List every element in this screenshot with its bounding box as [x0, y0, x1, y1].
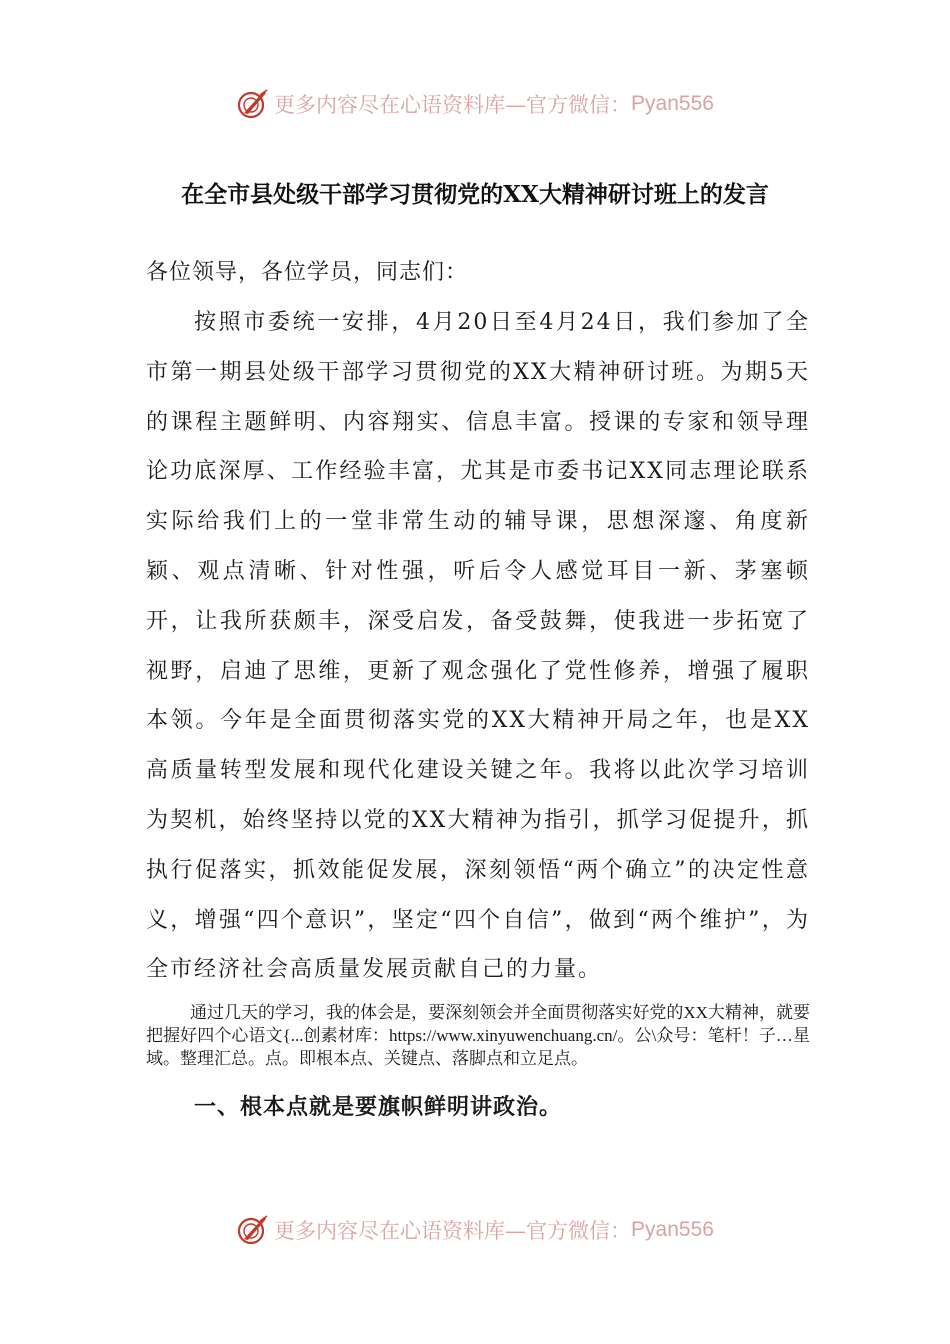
watermark-id: Pyan556: [631, 1218, 714, 1241]
document-body: [146, 248, 810, 1121]
watermark-id: Pyan556: [631, 92, 714, 115]
document-title: 在全市县处级干部学习贯彻党的XX大精神研讨班上的发言: [181, 181, 769, 208]
watermark-text: 更多内容尽在心语资料库—官方微信：: [274, 1219, 632, 1243]
watermark-header: [0, 84, 950, 124]
paragraph-2: 通过几天的学习，我的体会是，要深刻领会并全面贯彻落实好党的XX大精神，就要把握好四个心语文{...创素材库：https://www.xinyuwenchuang.cn/。公\众号：笔杆！子…星域。整理汇总。点。即根本点、关键点、落脚点和立足点。: [146, 1003, 810, 1069]
section-heading-1: 一、根本点就是要旗帜鲜明讲政治。: [194, 1094, 563, 1121]
watermark-footer: [0, 1210, 950, 1250]
quill-logo-icon: [236, 1213, 270, 1247]
watermark-text: 更多内容尽在心语资料库—官方微信：: [274, 93, 632, 117]
quill-logo-icon: [236, 87, 270, 121]
paragraph-1: 按照市委统一安排，4月20日至4月24日，我们参加了全市第一期县处级干部学习贯彻党的XX大精神研讨班。为期5天的课程主题鲜明、内容翔实、信息丰富。授课的专家和领导理论功底深厚、工作经验丰富，尤其是市委书记XX同志理论联系实际给我们上的一堂非常生动的辅导课，思想深邃、角度新颖、观点清晰、针对性强，听后令人感觉耳目一新、茅塞顿开，让我所获颇丰，深受启发，备受鼓舞，使我进一步拓宽了视野，启迪了思维，更新了观念强化了党性修养，增强了履职本领。今年是全面贯彻落实党的XX大精神开局之年，也是XX高质量转型发展和现代化建设关键之年。我将以此次学习培训为契机，始终坚持以党的XX大精神为指引，抓学习促提升，抓执行促落实，抓效能促发展，深刻领悟“两个确立”的决定性意义，增强“四个意识”，坚定“四个自信”，做到“两个维护”，为全市经济社会高质量发展贡献自己的力量。: [146, 310, 810, 983]
salutation: 各位领导，各位学员，同志们：: [146, 260, 469, 285]
